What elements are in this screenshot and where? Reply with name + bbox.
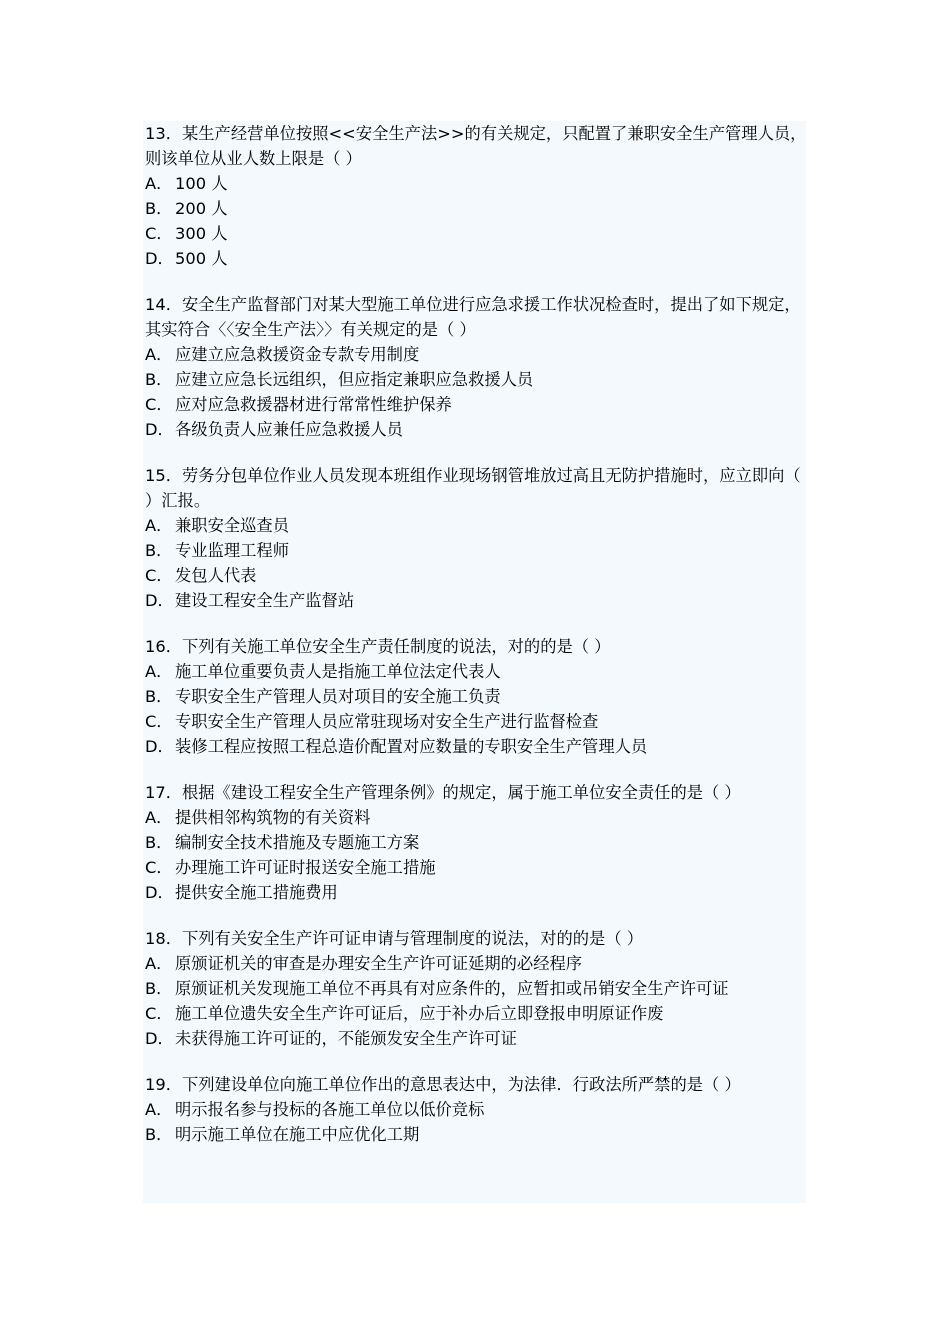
option-text: 原颁证机关的审查是办理安全生产许可证延期的必经程序 [175,954,583,973]
option-text: 编制安全技术措施及专题施工方案 [175,833,420,852]
option-text: 明示报名参与投标的各施工单位以低价竞标 [175,1100,485,1119]
option-a [145,513,810,538]
option-b [145,684,810,709]
option-text: 建设工程安全生产监督站 [175,591,355,610]
option-b [145,367,810,392]
option-text: 提供安全施工措施费用 [175,883,338,902]
option-b [145,196,810,221]
question-19 [145,1072,810,1147]
option-letter: A． [145,954,173,973]
option-text: 兼职安全巡查员 [175,516,289,535]
option-text: 专职安全生产管理人员对项目的安全施工负责 [175,687,501,706]
option-text: 专职安全生产管理人员应常驻现场对安全生产进行监督检查 [175,712,599,731]
option-d [145,1026,810,1051]
option-text: 300 人 [175,224,228,243]
question-14 [145,292,810,442]
question-stem: 14．安全生产监督部门对某大型施工单位进行应急求援工作状况检查时，提出了如下规定，其实符合〈〈安全生产法〉〉有关规定的是（ ） [145,295,801,339]
option-text: 提供相邻构筑物的有关资料 [175,808,371,827]
option-letter: A． [145,174,173,193]
option-letter: C． [145,395,173,414]
option-c [145,221,810,246]
option-letter: D． [145,420,174,439]
option-letter: C． [145,858,173,877]
option-letter: B． [145,1125,173,1144]
option-a [145,342,810,367]
option-text: 应建立应急长远组织，但应指定兼职应急救援人员 [175,370,534,389]
option-letter: A． [145,1100,173,1119]
option-letter: D． [145,1029,174,1048]
option-text: 各级负责人应兼任应急救援人员 [175,420,403,439]
option-d [145,417,810,442]
option-letter: C． [145,224,173,243]
option-letter: B． [145,199,173,218]
option-text: 施工单位重要负责人是指施工单位法定代表人 [175,662,501,681]
question-stem: 18．下列有关安全生产许可证申请与管理制度的说法，对的的是（ ） [145,929,644,948]
option-letter: C． [145,1004,173,1023]
option-letter: A． [145,345,173,364]
option-text: 专业监理工程师 [175,541,289,560]
option-b [145,1122,810,1147]
question-17 [145,780,810,905]
option-letter: C． [145,566,173,585]
option-text: 明示施工单位在施工中应优化工期 [175,1125,420,1144]
option-b [145,976,810,1001]
option-d [145,880,810,905]
option-a [145,1097,810,1122]
option-b [145,830,810,855]
option-text: 办理施工许可证时报送安全施工措施 [175,858,436,877]
option-c [145,392,810,417]
option-c [145,855,810,880]
question-15 [145,463,810,613]
option-c [145,1001,810,1026]
option-text: 200 人 [175,199,228,218]
option-text: 发包人代表 [175,566,257,585]
option-c [145,563,810,588]
option-text: 500 人 [175,249,228,268]
question-stem: 19．下列建设单位向施工单位作出的意思表达中，为法律．行政法所严禁的是（ ） [145,1075,741,1094]
option-letter: D． [145,737,174,756]
option-text: 施工单位遗失安全生产许可证后，应于补办后立即登报申明原证作废 [175,1004,664,1023]
option-d [145,734,810,759]
option-text: 未获得施工许可证的，不能颁发安全生产许可证 [175,1029,517,1048]
question-16 [145,634,810,759]
option-letter: B． [145,833,173,852]
option-a [145,171,810,196]
option-text: 原颁证机关发现施工单位不再具有对应条件的，应暂扣或吊销安全生产许可证 [175,979,729,998]
option-d [145,588,810,613]
question-stem: 15．劳务分包单位作业人员发现本班组作业现场钢管堆放过高且无防护措施时，应立即向（ ）汇报。 [145,466,801,510]
option-c [145,709,810,734]
option-a [145,951,810,976]
option-letter: A． [145,662,173,681]
option-text: 装修工程应按照工程总造价配置对应数量的专职安全生产管理人员 [175,737,648,756]
option-b [145,538,810,563]
option-text: 100 人 [175,174,228,193]
option-letter: D． [145,591,174,610]
option-letter: B． [145,541,173,560]
option-letter: B． [145,979,173,998]
option-d [145,246,810,271]
option-letter: A． [145,808,173,827]
option-letter: D． [145,249,174,268]
option-letter: B． [145,687,173,706]
option-text: 应建立应急救援资金专款专用制度 [175,345,420,364]
question-13 [145,121,810,271]
option-letter: A． [145,516,173,535]
question-stem: 13．某生产经营单位按照<<安全生产法>>的有关规定，只配置了兼职安全生产管理人员，则该单位从业人数上限是（ ） [145,124,807,168]
question-18 [145,926,810,1051]
question-stem: 16．下列有关施工单位安全生产责任制度的说法，对的的是（ ） [145,637,611,656]
option-letter: C． [145,712,173,731]
option-a [145,659,810,684]
option-text: 应对应急救援器材进行常常性维护保养 [175,395,452,414]
option-letter: B． [145,370,173,389]
option-letter: D． [145,883,174,902]
question-stem: 17．根据《建设工程安全生产管理条例》的规定，属于施工单位安全责任的是（ ） [145,783,741,802]
question-list [145,121,810,1168]
option-a [145,805,810,830]
